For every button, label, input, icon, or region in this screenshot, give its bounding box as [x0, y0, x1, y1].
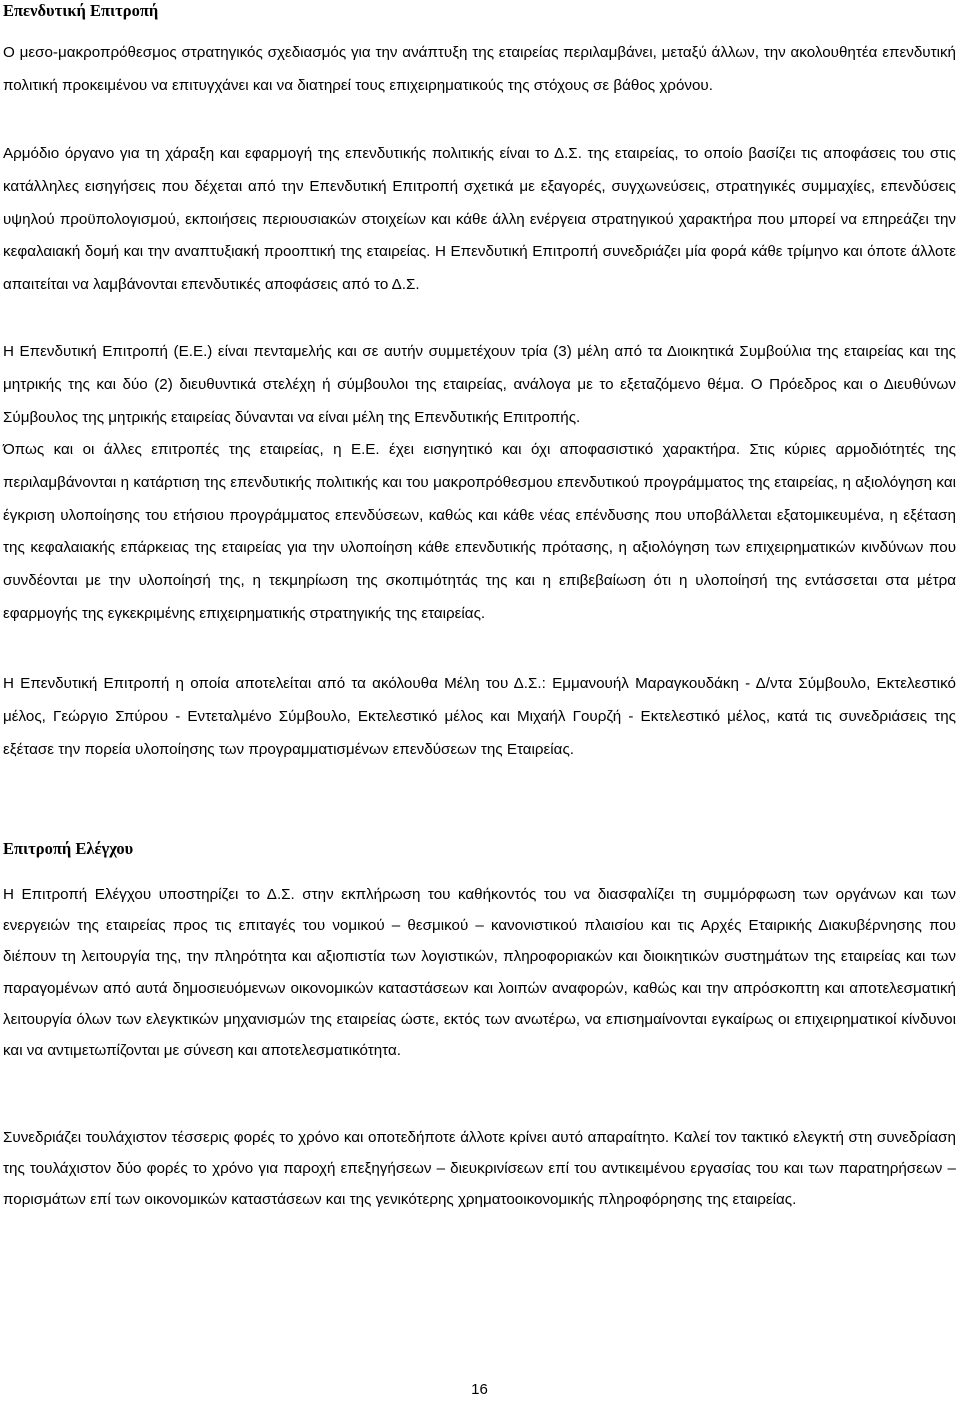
section-heading-audit-committee: Επιτροπή Ελέγχου [3, 839, 134, 858]
paragraph-composition: Η Επενδυτική Επιτροπή (Ε.Ε.) είναι πενταμελής και σε αυτήν συμμετέχουν τρία (3) μέλη από τα Διοικητικά Συμβούλια της εταιρείας και της μητρικής της και δύο (2) διευθυντικά στελέχη ή σύμβουλοι της εταιρείας, ανάλογα με το εξεταζόμενο θέμα. Ο Πρόεδρος και ο Διευθύνων Σύμβουλος της μητρικής εταιρείας δύνανται να είναι μέλη της Επενδυτικής Επιτροπής. [3, 343, 956, 426]
paragraph-audit-meetings: Συνεδριάζει τουλάχιστον τέσσερις φορές το χρόνο και οποτεδήποτε άλλοτε κρίνει αυτό απαραίτητο. Καλεί τον τακτικό ελεγκτή στη συνεδρίαση της τουλάχιστον δύο φορές το χρόνο για παροχή επεξηγήσεων – διευκρινίσεων επί του αντικειμένου εργασίας του και των παρατηρήσεων – πορισμάτων επί των οικονομικών καταστάσεων και της γενικότερης χρηματοοικονομικής πληροφόρησης της εταιρείας. [3, 1129, 956, 1209]
section-heading-investment-committee: Επενδυτική Επιτροπή [3, 1, 159, 20]
paragraph-strategy: Ο μεσο-μακροπρόθεσμος στρατηγικός σχεδιασμός για την ανάπτυξη της εταιρείας περιλαμβάνει, μεταξύ άλλων, την ακολουθητέα επενδυτική πολιτική προκειμένου να επιτυγχάνει και να διατηρεί τους επιχειρηματικούς της στόχους σε βάθος χρόνου. [3, 44, 956, 94]
paragraph-members: Η Επενδυτική Επιτροπή η οποία αποτελείται από τα ακόλουθα Μέλη του Δ.Σ.: Εμμανουήλ Μαραγκουδάκη - Δ/ντα Σύμβουλο, Εκτελεστικό μέλος, Γεώργιο Σπύρου - Εντεταλμένο Σύμβουλο, Εκτελεστικό μέλος και Μιχαήλ Γουρζή - Εκτελεστικό μέλος, κατά τις συνεδριάσεις της εξέτασε την πορεία υλοποίησης των προγραμματισμένων επενδύσεων της Εταιρείας. [3, 675, 956, 758]
paragraph-audit-support: Η Επιτροπή Ελέγχου υποστηρίζει το Δ.Σ. στην εκπλήρωση του καθήκοντός του να διασφαλίζει τη συμμόρφωση των οργάνων και των ενεργειών της εταιρείας προς τις επιταγές του νομικού – θεσμικού – κανονιστικού πλαισίου και τις Αρχές Εταιρικής Διακυβέρνησης που διέπουν τη λειτουργία της, την πληρότητα και αξιοπιστία των λογιστικών, πληροφοριακών και διοικητικών συστημάτων της εταιρείας και των παραγομένων από αυτά δημοσιευόμενων οικονομικών καταστάσεων και λοιπών αναφορών, καθώς και την απρόσκοπτη και αποτελεσματική λειτουργία όλων των ελεγκτικών μηχανισμών της εταιρείας ώστε, εκτός των ανωτέρω, να επισημαίνονται εγκαίρως οι επιχειρηματικοί κίνδυνοι και να αντιμετωπίζονται με σύνεση και αποτελεσματικότητα. [3, 886, 956, 1060]
paragraph-responsibilities: Όπως και οι άλλες επιτροπές της εταιρείας, η Ε.Ε. έχει εισηγητικό και όχι αποφασιστικό χαρακτήρα. Στις κύριες αρμοδιότητές της περιλαμβάνονται η κατάρτιση της επενδυτικής πολιτικής και του μακροπρόθεσμου επενδυτικού προγράμματος της εταιρείας, η αξιολόγηση και έγκριση υλοποίησης του ετήσιου προγράμματος επενδύσεων, καθώς και κάθε νέας επένδυσης που υποβάλλεται εξατομικευμένα, η εξέταση της κεφαλαιακής επάρκειας της εταιρείας για την υλοποίηση κάθε επενδυτικής πρότασης, η αξιολόγηση των επιχειρηματικών κινδύνων που συνδέονται με την υλοποίησή της, η τεκμηρίωση της σκοπιμότητάς της και η επιβεβαίωση ότι η υλοποίησή της εντάσσεται στα μέτρα εφαρμογής της εγκεκριμένης επιχειρηματικής στρατηγικής της εταιρείας. [3, 441, 956, 622]
paragraph-board-role: Αρμόδιο όργανο για τη χάραξη και εφαρμογή της επενδυτικής πολιτικής είναι το Δ.Σ. της εταιρείας, το οποίο βασίζει τις αποφάσεις του στις κατάλληλες εισηγήσεις που δέχεται από την Επενδυτική Επιτροπή σχετικά με εξαγορές, συγχωνεύσεις, στρατηγικές συμμαχίες, επενδύσεις υψηλού προϋπολογισμού, εκποιήσεις περιουσιακών στοιχείων και κάθε άλλη ενέργεια στρατηγικού χαρακτήρα που μπορεί να επηρεάζει την κεφαλαιακή δομή και την αναπτυξιακή προοπτική της εταιρείας. Η Επενδυτική Επιτροπή συνεδριάζει μία φορά κάθε τρίμηνο και όποτε άλλοτε απαιτείται να λαμβάνονται επενδυτικές αποφάσεις από το Δ.Σ. [3, 145, 956, 294]
page-number: 16 [471, 1381, 488, 1398]
